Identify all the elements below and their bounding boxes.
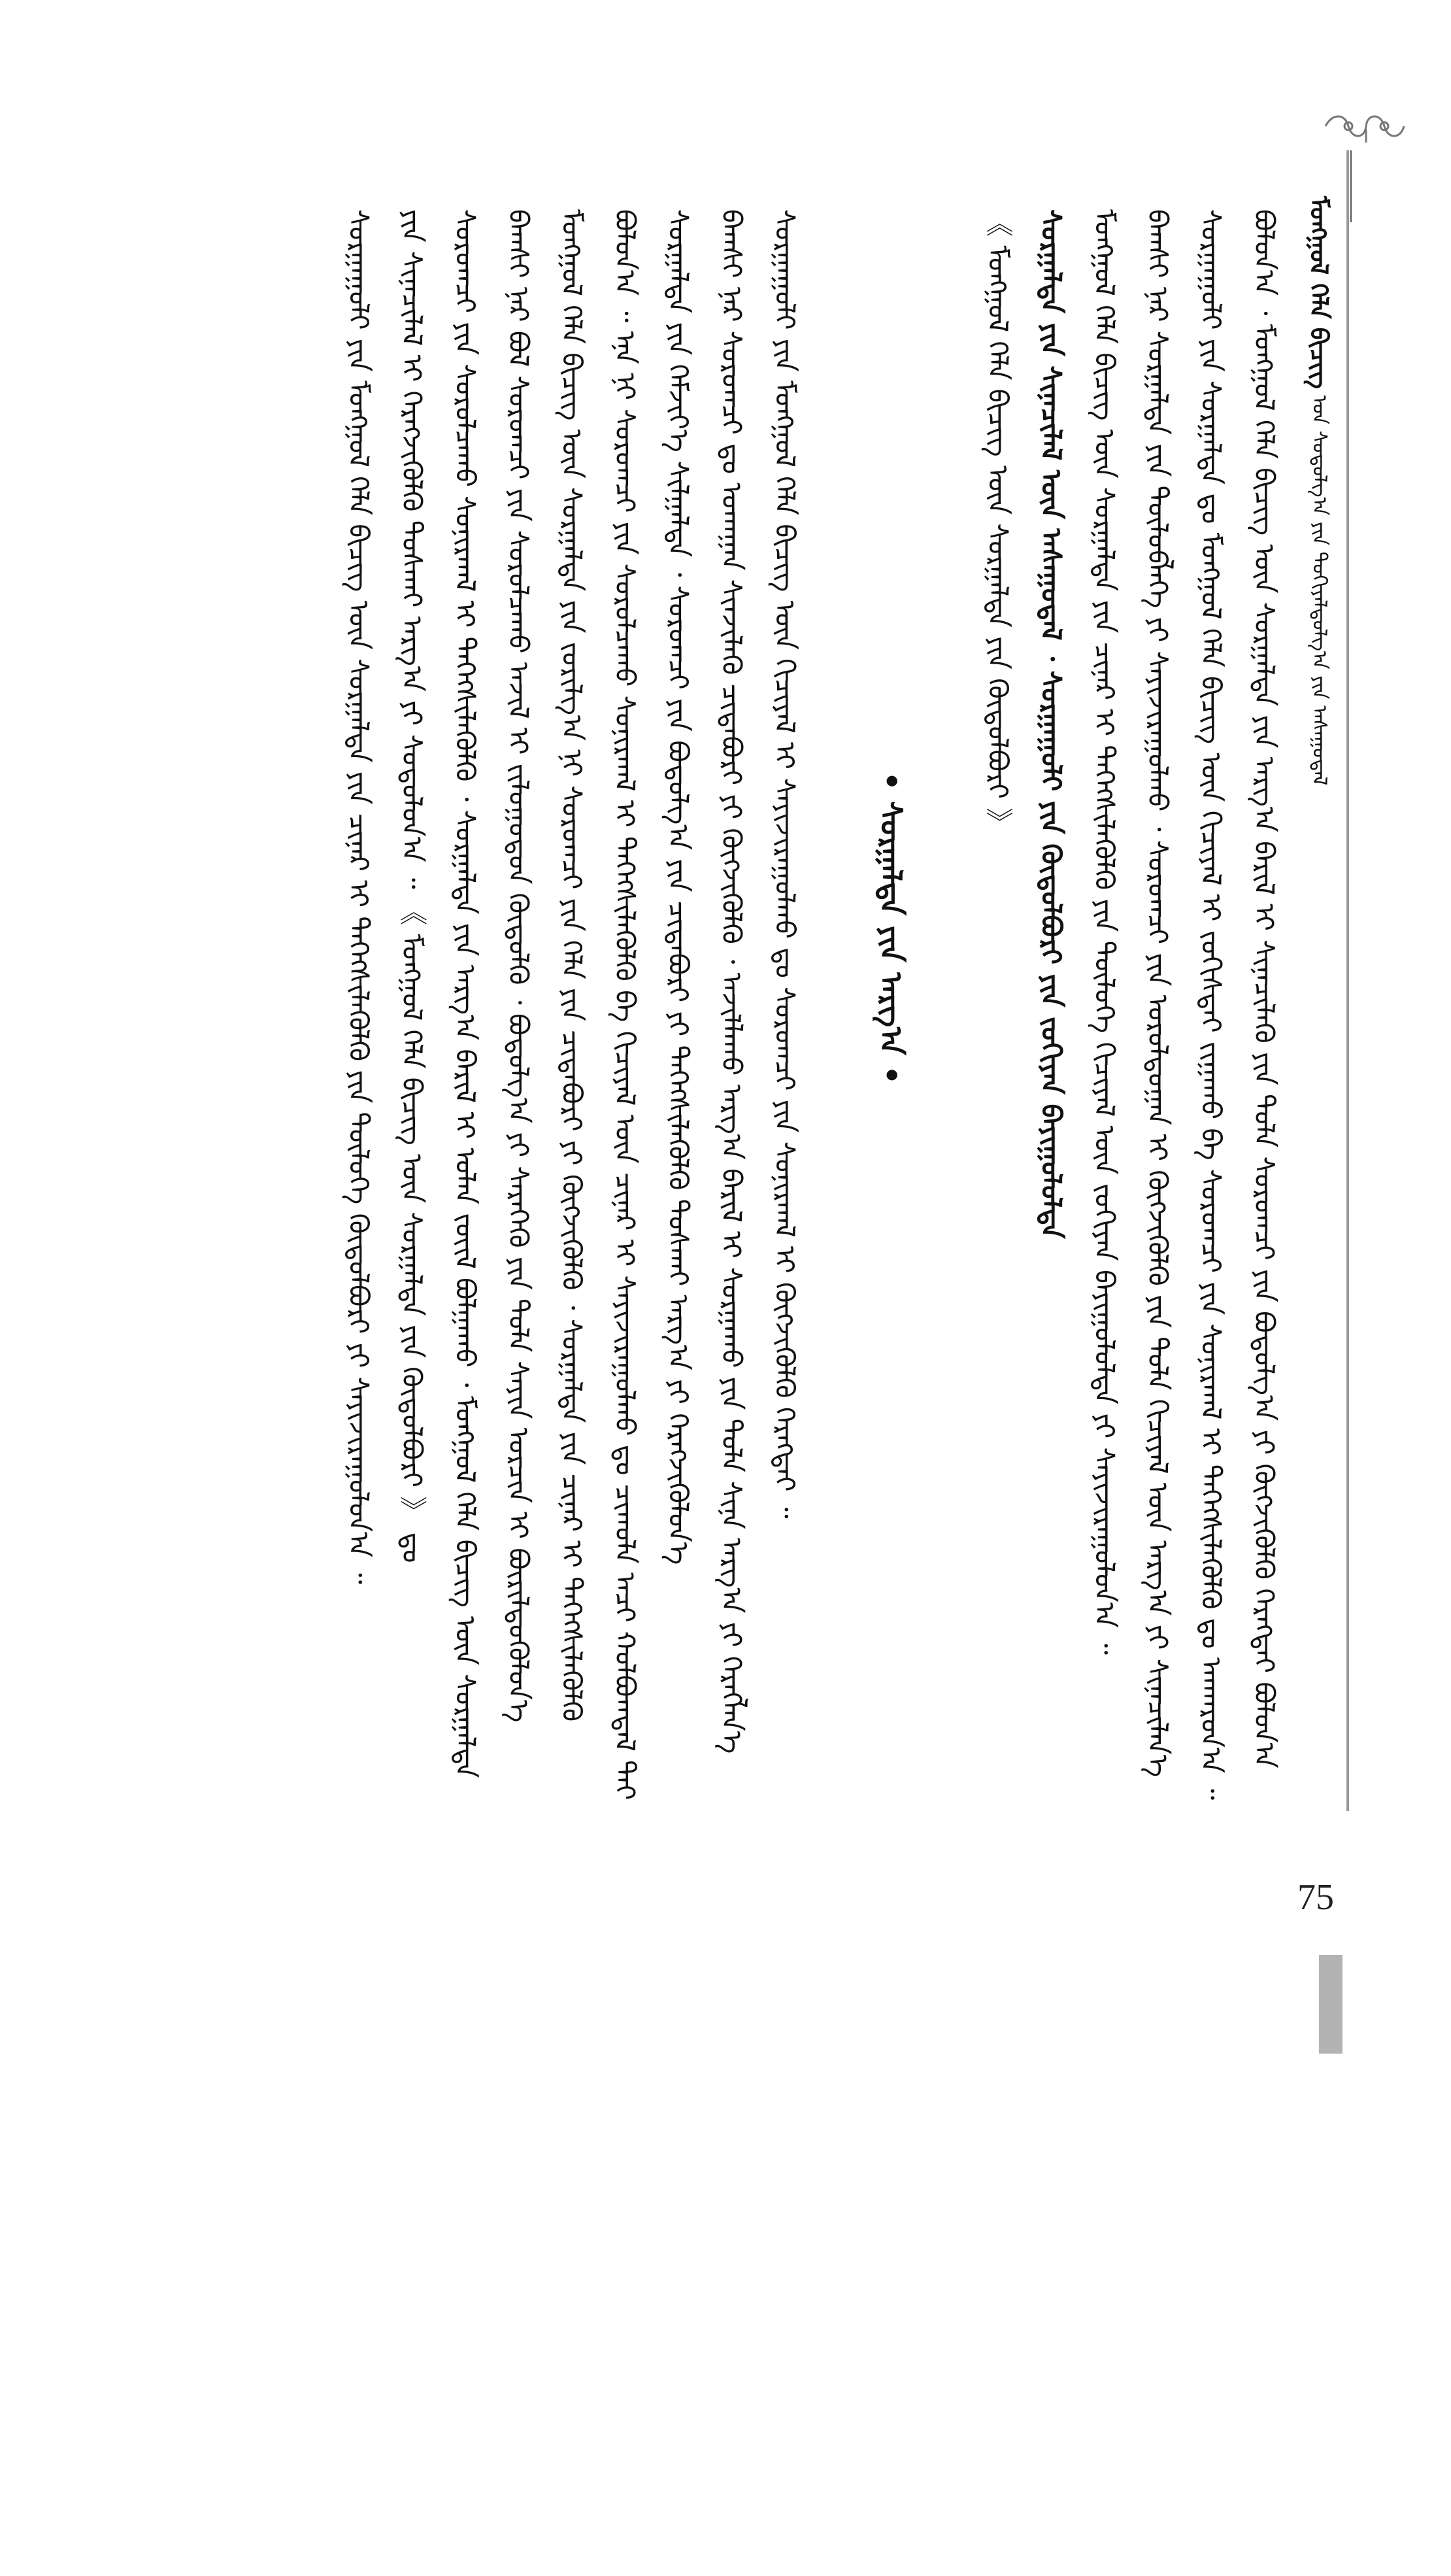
text-column: ᠪᠣᠯᠤᠨ᠎ᠠ ᠂ ᠮᠣᠩᠭᠣᠯ ᠬᠡᠯᠡ ᠪᠢᠴᠢᠭ ᠦᠨ ᠰᠤᠷᠭᠠᠯᠲᠠ ᠶᠢᠨ ᠠᠷᠭ᠎ᠠ ᠪᠠᠷᠢᠯ ᠢ ᠰᠢᠨᠡᠴᠢᠯᠡᠬᠦ ᠶᠢᠨ ᠲᠤᠯᠠ ᠰᠤᠷᠤᠭᠴᠢ ᠶᠢᠨ ᠪᠣᠳᠤᠯᠭ᠎ᠠ ᠶᠢ ᠬᠥᠭᠵᠢᠭᠦᠯᠬᠦ ᠬᠡᠷᠡᠭᠲᠡᠢ ᠪᠣᠯᠤᠨ᠎ᠠ: [1248, 209, 1280, 1769]
text-column: ᠮᠣᠩᠭᠣᠯ ᠬᠡᠯᠡ ᠪᠢᠴᠢᠭ ᠦᠨ ᠰᠤᠷᠭᠠᠯᠲᠠ ᠶᠢᠨ ᠵᠣᠷᠢᠯᠭ᠎ᠠ ᠨᠢ ᠰᠤᠷᠤᠭᠴᠢ ᠶᠢᠨ ᠬᠡᠯᠡ ᠶᠢᠨ ᠴᠢᠳᠠᠪᠤᠷᠢ ᠶᠢ ᠬᠥᠭᠵᠢᠭᠦᠯᠬᠦ ᠂ ᠰᠤᠷᠭᠠᠯᠲᠠ ᠶᠢᠨ ᠴᠢᠨᠠᠷ ᠢ ᠳᠡᠭᠡᠭᠰᠢᠯᠡᠭᠦᠯᠬᠦ: [556, 209, 588, 1722]
text-column: ᠶᠢᠨ ᠰᠢᠨᠡᠴᠢᠯᠡᠯ ᠢ ᠬᠡᠷᠡᠭᠵᠢᠭᠦᠯᠬᠦ ᠲᠤᠰᠬᠠᠢ ᠠᠷᠭ᠎ᠠ ᠶᠢ ᠰᠤᠳᠤᠯᠤᠨ᠎ᠠ ᠃ 《 ᠮᠣᠩᠭᠣᠯ ᠬᠡᠯᠡ ᠪᠢᠴᠢᠭ ᠦᠨ ᠰᠤᠷᠭᠠᠯᠲᠠ ᠶᠢᠨ ᠬᠥᠲᠦᠯᠪᠦᠷᠢ 》 ᠳᠤ: [396, 209, 428, 1563]
text-column: ᠰᠤᠷᠭᠠᠭᠤᠯᠢ ᠶᠢᠨ ᠮᠣᠩᠭᠣᠯ ᠬᠡᠯᠡ ᠪᠢᠴᠢᠭ ᠦᠨ ᠬᠢᠴᠢᠶᠡᠯ ᠢ ᠰᠠᠶᠢᠵᠢᠷᠠᠭᠤᠯᠬᠤ ᠳᠤ ᠰᠤᠷᠤᠭᠴᠢ ᠶᠢᠨ ᠰᠣᠨᠢᠷᠬᠠᠯ ᠢ ᠬᠥᠭᠵᠢᠭᠦᠯᠬᠦ ᠬᠡᠷᠡᠭᠲᠡᠢ ᠃: [769, 209, 801, 1519]
text-column: ᠰᠤᠷᠭᠠᠯᠲᠠ ᠶᠢᠨ ᠰᠢᠨᠡᠴᠢᠯᠡᠯ ᠦᠨ ᠠᠰᠠᠭᠤᠳᠠᠯ ᠂ ᠰᠤᠷᠭᠠᠭᠤᠯᠢ ᠶᠢᠨ ᠬᠥᠲᠦᠯᠪᠦᠷᠢ ᠶᠢᠨ ᠵᠣᠬᠢᠶᠠᠨ ᠪᠠᠶᠢᠭᠤᠯᠤᠯᠲᠠ: [1035, 209, 1067, 1239]
text-column: ᠰᠤᠷᠤᠭᠴᠢ ᠶᠢᠨ ᠰᠤᠷᠤᠯᠴᠠᠬᠤ ᠰᠣᠨᠢᠷᠬᠠᠯ ᠢ ᠳᠡᠭᠡᠭᠰᠢᠯᠡᠭᠦᠯᠬᠦ ᠂ ᠰᠤᠷᠭᠠᠯᠲᠠ ᠶᠢᠨ ᠠᠷᠭ᠎ᠠ ᠪᠠᠷᠢᠯ ᠢ ᠣᠯᠠᠨ ᠵᠦᠢᠯ ᠪᠣᠯᠭᠠᠬᠤ ᠂ ᠮᠣᠩᠭᠣᠯ ᠬᠡᠯᠡ ᠪᠢᠴᠢᠭ ᠦᠨ ᠰᠤᠷᠭᠠᠯᠲᠠ: [449, 209, 482, 1778]
text-column: ᠰᠤᠷᠭᠠᠯᠲᠠ ᠶᠢᠨ ᠬᠡᠮᠵᠢᠶ᠎ᠡ ᠰᠢᠯᠭᠠᠯᠲᠠ ᠂ ᠰᠤᠷᠤᠭᠴᠢ ᠶᠢᠨ ᠪᠣᠳᠤᠯᠭ᠎ᠠ ᠶᠢᠨ ᠴᠢᠳᠠᠪᠤᠷᠢ ᠶᠢ ᠳᠡᠭᠡᠭᠰᠢᠯᠡᠭᠦᠯᠬᠦ ᠲᠤᠰᠬᠠᠢ ᠠᠷᠭ᠎ᠠ ᠶᠢ ᠬᠡᠷᠡᠭᠵᠢᠭᠦᠯᠦᠨ᠎ᠡ: [662, 209, 695, 1565]
text-column: ᠪᠠᠭᠰᠢ ᠨᠠᠷ ᠰᠤᠷᠤᠭᠴᠢ ᠳᠤ ᠤᠬᠠᠭᠠᠨ ᠰᠢᠨᠵᠢᠯᠡᠬᠦ ᠴᠢᠳᠠᠪᠤᠷᠢ ᠶᠢ ᠬᠥᠭᠵᠢᠭᠦᠯᠬᠦ ᠂ ᠠᠵᠢᠯᠯᠠᠬᠤ ᠠᠷᠭ᠎ᠠ ᠪᠠᠷᠢᠯ ᠢ ᠰᠤᠷᠭᠠᠬᠤ ᠶᠢᠨ ᠲᠤᠯᠠ ᠰᠢᠨᠡ ᠠᠷᠭ᠎ᠠ ᠶᠢ ᠬᠡᠷᠡᠭᠯᠡᠨ᠎ᠡ: [716, 209, 748, 1754]
section-heading: • ᠰᠤᠷᠭᠠᠯᠲᠠ ᠶᠢᠨ ᠠᠷᠭ᠎ᠠ •: [873, 771, 909, 1085]
header-rule: [1346, 150, 1349, 1811]
text-column: ᠪᠣᠯᠤᠨ᠎ᠠ ᠃ ᠡᠨᠡ ᠨᠢ ᠰᠤᠷᠤᠭᠴᠢ ᠶᠢᠨ ᠰᠤᠷᠤᠯᠴᠠᠬᠤ ᠰᠣᠨᠢᠷᠬᠠᠯ ᠢ ᠳᠡᠭᠡᠭᠰᠢᠯᠡᠭᠦᠯᠬᠦ ᠪᠠ ᠬᠢᠴᠢᠶᠡᠯ ᠦᠨ ᠴᠢᠨᠠᠷ ᠢ ᠰᠠᠶᠢᠵᠢᠷᠠᠭᠤᠯᠬᠤ ᠳᠤ ᠴᠢᠬᠤᠯᠠ ᠠᠴᠢ ᠬᠤᠯᠪᠤᠭᠳᠠᠯ ᠲᠠᠢ: [609, 209, 641, 1801]
running-header-subtitle: ᠤᠨ ᠰᠤᠳᠤᠯᠭ᠎ᠠ ᠶᠢᠨ ᠲᠣᠬᠢᠶᠠᠯᠳᠤᠯᠭ᠎ᠠ ᠶᠢᠨ ᠠᠰᠠᠭᠤᠳᠠᠯ: [1308, 395, 1331, 786]
text-column: [819, 209, 857, 2014]
running-header: [1297, 196, 1341, 785]
text-column: ᠪᠠᠭᠰᠢ ᠨᠠᠷ ᠰᠤᠷᠭᠠᠯᠲᠠ ᠶᠢᠨ ᠲᠥᠯᠥᠪᠯᠡᠭᠡ ᠶᠢ ᠰᠠᠶᠢᠵᠢᠷᠠᠭᠤᠯᠬᠤ ᠂ ᠰᠤᠷᠤᠭᠴᠢ ᠶᠢᠨ ᠤᠷᠤᠯᠳᠤᠭᠠᠨ ᠢ ᠬᠥᠭᠵᠢᠭᠦᠯᠬᠦ ᠶᠢᠨ ᠲᠤᠯᠠ ᠬᠢᠴᠢᠶᠡᠯ ᠦᠨ ᠠᠷᠭ᠎ᠠ ᠶᠢ ᠰᠢᠨᠡᠴᠢᠯᠡᠨ᠎ᠡ: [1142, 209, 1174, 1778]
running-header-title: ᠮᠣᠩᠭᠣᠯ ᠬᠡᠯᠡ ᠪᠢᠴᠢᠭ: [1305, 196, 1333, 389]
page-edge-tab: [1319, 1955, 1343, 2054]
text-column: [926, 209, 963, 2014]
text-column: ᠰᠤᠷᠭᠠᠭᠤᠯᠢ ᠶᠢᠨ ᠮᠣᠩᠭᠣᠯ ᠬᠡᠯᠡ ᠪᠢᠴᠢᠭ ᠦᠨ ᠰᠤᠷᠭᠠᠯᠲᠠ ᠶᠢᠨ ᠴᠢᠨᠠᠷ ᠢ ᠳᠡᠭᠡᠭᠰᠢᠯᠡᠭᠦᠯᠬᠦ ᠶᠢᠨ ᠲᠥᠯᠥᠭᠡ ᠬᠥᠲᠦᠯᠪᠦᠷᠢ ᠶᠢ ᠰᠠᠶᠢᠵᠢᠷᠠᠭᠤᠯᠤᠨ᠎ᠠ ᠃: [342, 209, 375, 1584]
text-column: ᠪᠠᠭᠰᠢ ᠨᠠᠷ ᠪᠣᠯ ᠰᠤᠷᠤᠭᠴᠢ ᠶᠢᠨ ᠰᠤᠷᠤᠯᠴᠠᠬᠤ ᠠᠵᠢᠯ ᠢ ᠵᠢᠯᠣᠭᠣᠳᠤᠨ ᠬᠥᠲᠦᠯᠬᠦ ᠂ ᠪᠣᠳᠤᠯᠭ᠎ᠠ ᠶᠢ ᠰᠡᠷᠡᠭᠡᠬᠦ ᠶᠢᠨ ᠲᠤᠯᠠ ᠰᠠᠶᠢᠨ ᠣᠷᠴᠢᠨ ᠢ ᠪᠦᠷᠢᠯᠳᠦᠭᠦᠯᠦᠨ᠎ᠡ: [503, 209, 535, 1723]
header-ornament-icon: [1319, 110, 1410, 143]
header-rule-accent: [1350, 150, 1352, 222]
page-number: 75: [1297, 1877, 1334, 1918]
text-column: 《 ᠮᠣᠩᠭᠣᠯ ᠬᠡᠯᠡ ᠪᠢᠴᠢᠭ ᠦᠨ ᠰᠤᠷᠭᠠᠯᠲᠠ ᠶᠢᠨ ᠬᠥᠲᠦᠯᠪᠦᠷᠢ 》: [982, 209, 1014, 836]
text-column: ᠰᠤᠷᠭᠠᠭᠤᠯᠢ ᠶᠢᠨ ᠰᠤᠷᠭᠠᠯᠲᠠ ᠳᠤ ᠮᠣᠩᠭᠣᠯ ᠬᠡᠯᠡ ᠪᠢᠴᠢᠭ ᠦᠨ ᠬᠢᠴᠢᠶᠡᠯ ᠢ ᠵᠣᠬᠢᠰᠲᠠᠢ ᠵᠢᠭᠠᠬᠤ ᠪᠠ ᠰᠤᠷᠤᠭᠴᠢ ᠶᠢᠨ ᠰᠣᠨᠢᠷᠬᠠᠯ ᠢ ᠳᠡᠭᠡᠭᠰᠢᠯᠡᠭᠦᠯᠬᠦ ᠳᠤ ᠠᠨᠬᠠᠷᠤᠨ᠎ᠠ ᠃: [1195, 209, 1227, 1800]
text-column: ᠮᠣᠩᠭᠣᠯ ᠬᠡᠯᠡ ᠪᠢᠴᠢᠭ ᠦᠨ ᠰᠤᠷᠭᠠᠯᠲᠠ ᠶᠢᠨ ᠴᠢᠨᠠᠷ ᠢ ᠳᠡᠭᠡᠭᠰᠢᠯᠡᠭᠦᠯᠬᠦ ᠶᠢᠨ ᠲᠥᠯᠥᠭᠡ ᠬᠢᠴᠢᠶᠡᠯ ᠦᠨ ᠵᠣᠬᠢᠶᠠᠨ ᠪᠠᠶᠢᠭᠤᠯᠤᠯᠲᠠ ᠶᠢ ᠰᠠᠶᠢᠵᠢᠷᠠᠭᠤᠯᠤᠨ᠎ᠠ ᠃: [1088, 209, 1121, 1655]
